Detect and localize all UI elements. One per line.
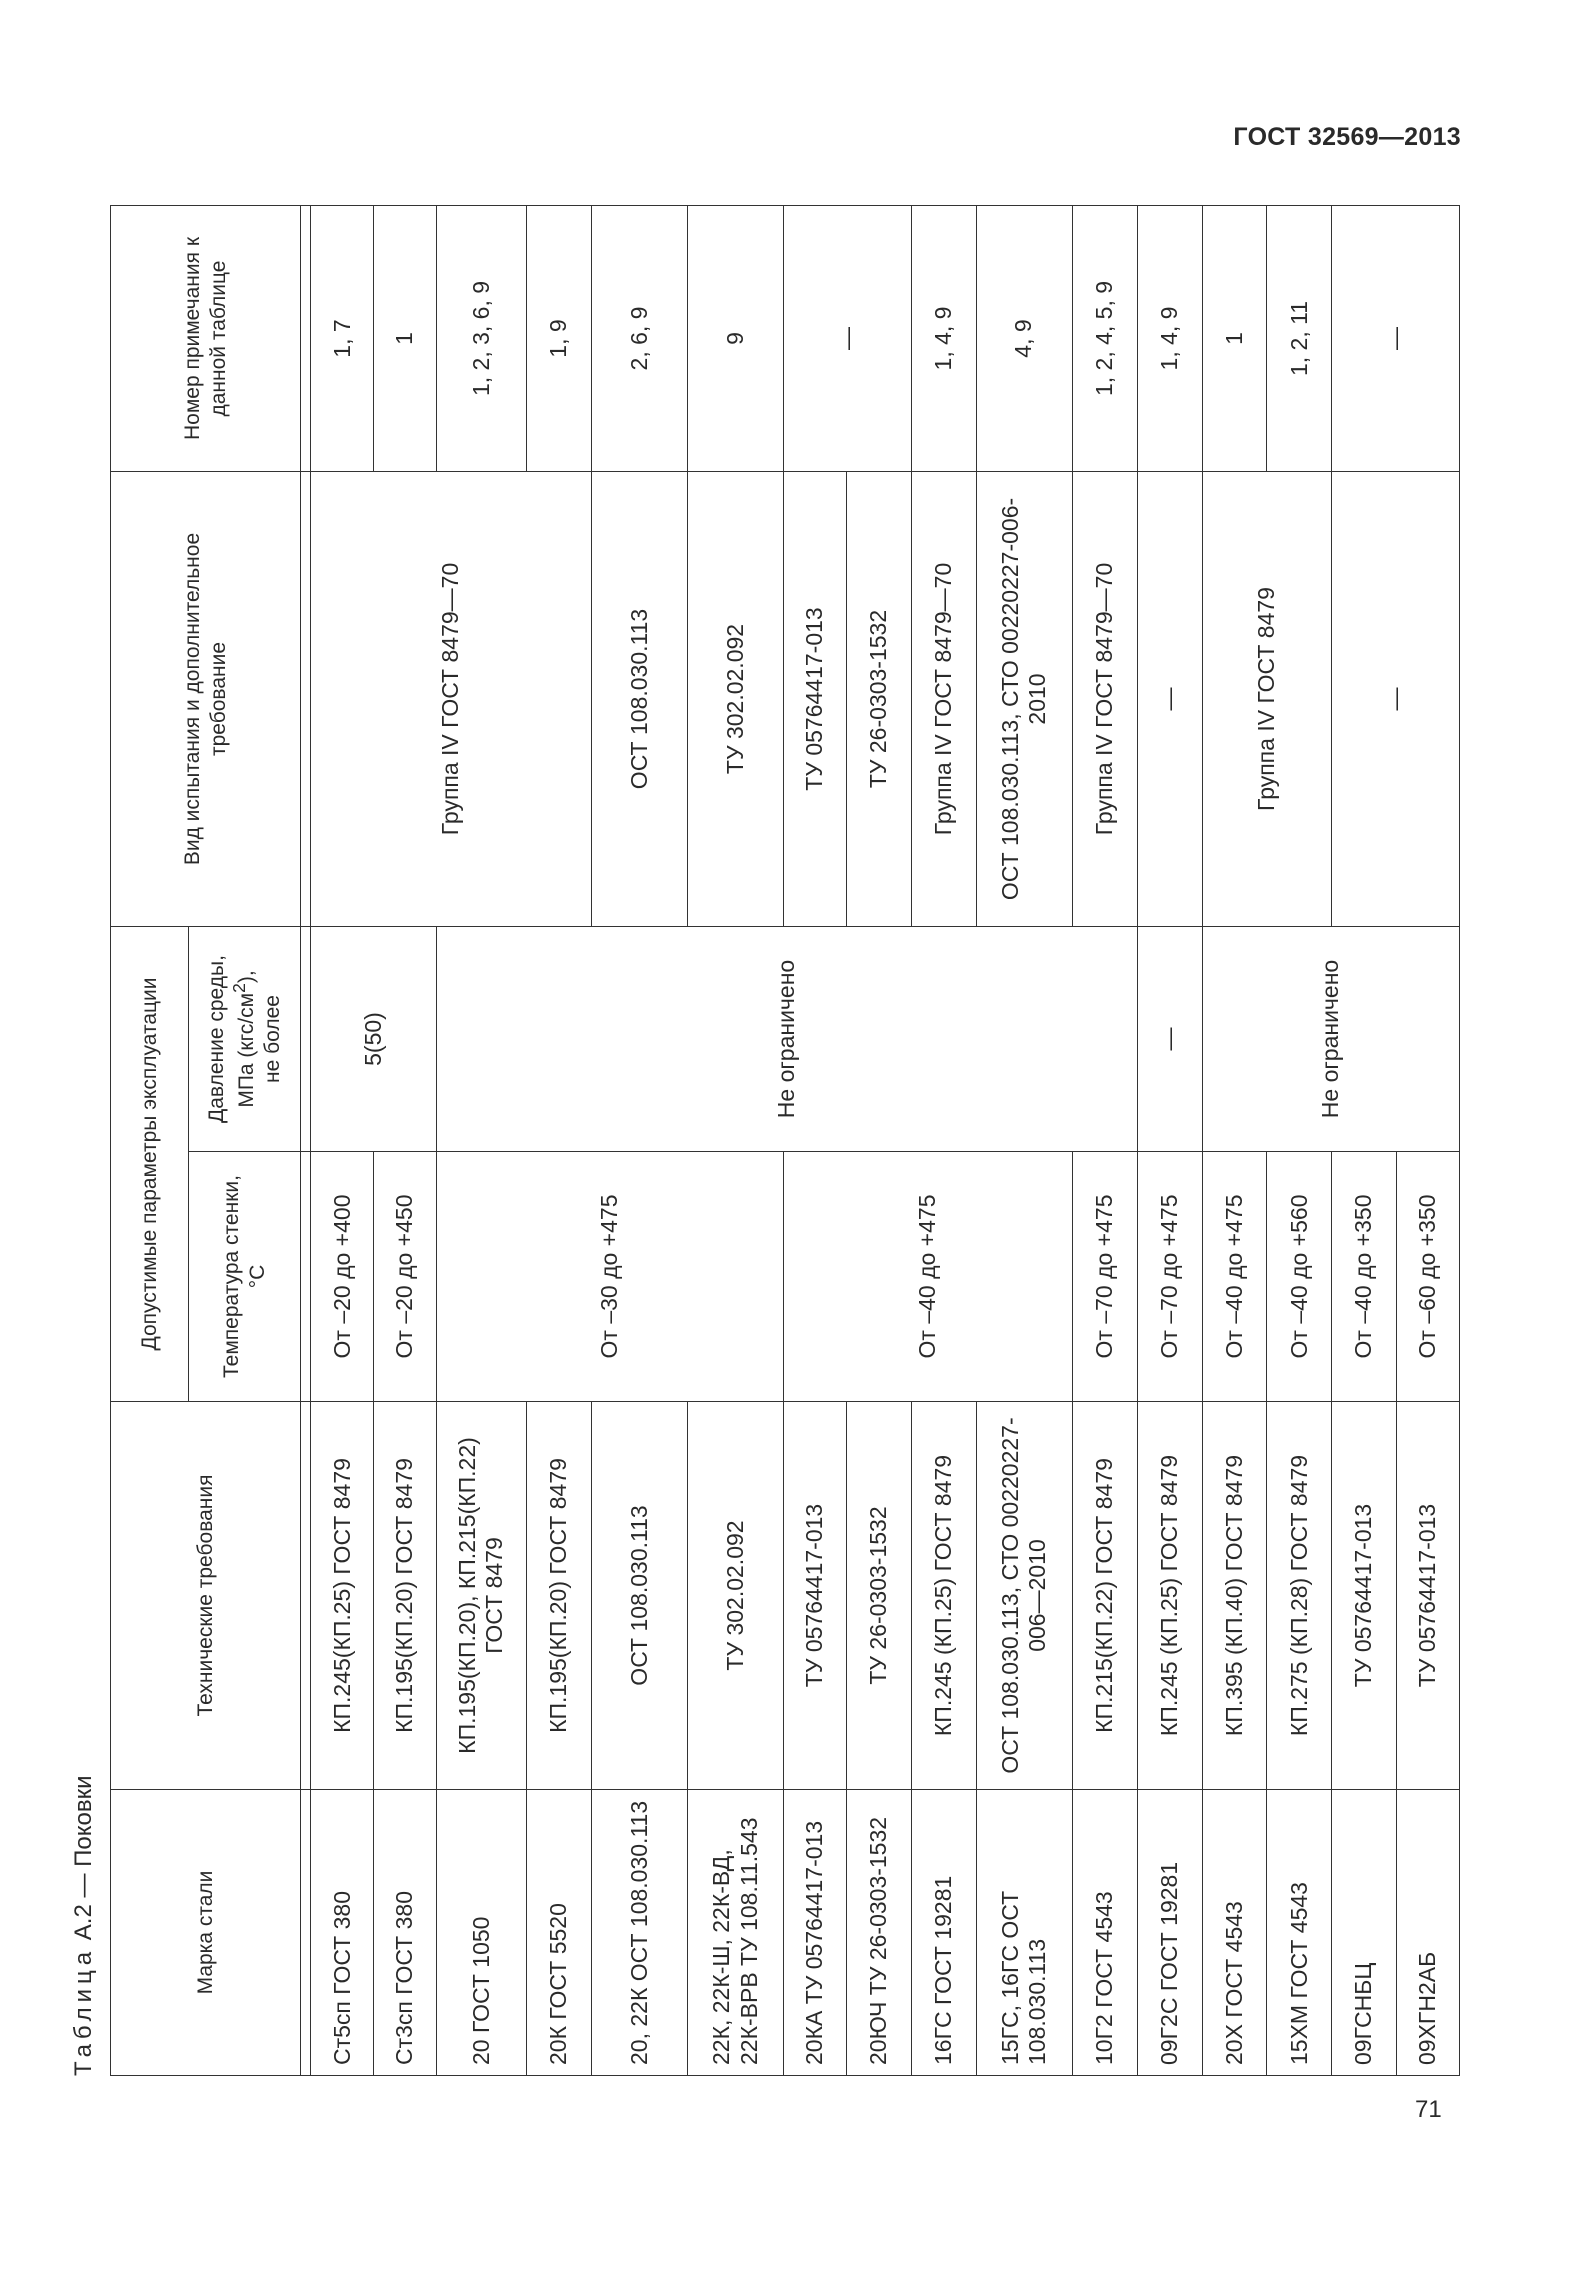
forgings-table <box>110 205 1460 2076</box>
cell-temperature: От –20 до +400 <box>311 1152 374 1402</box>
cell-note: 9 <box>687 206 783 472</box>
cell-steel: 20ЮЧ ТУ 26-0303-1532 <box>846 1790 911 2076</box>
cell-steel: 20, 22К ОСТ 108.030.113 <box>591 1790 687 2076</box>
cell-note: 1 <box>1202 206 1267 472</box>
cell-requirements: ТУ 302.02.092 <box>687 1402 783 1790</box>
cell-pressure: 5(50) <box>311 927 437 1152</box>
cell-temperature: От –20 до +450 <box>374 1152 437 1402</box>
cell-pressure: — <box>1137 927 1202 1152</box>
page-number: 71 <box>1415 2096 1442 2123</box>
cell-requirements: КП.245 (КП.25) ГОСТ 8479 <box>911 1402 976 1790</box>
cell-test: ОСТ 108.030.113 <box>591 472 687 927</box>
cell-note: 1, 2, 4, 5, 9 <box>1072 206 1137 472</box>
cell-steel: 09Г2С ГОСТ 19281 <box>1137 1790 1202 2076</box>
cell-note: 1, 2, 11 <box>1267 206 1332 472</box>
cell-test: ТУ 05764417-013 <box>784 472 847 927</box>
cell-note: 1, 2, 3, 6, 9 <box>436 206 526 472</box>
cell-temperature: От –70 до +475 <box>1137 1152 1202 1402</box>
cell-steel: Ст5сп ГОСТ 380 <box>311 1790 374 2076</box>
cell-temperature: От –70 до +475 <box>1072 1152 1137 1402</box>
cell-temperature: От –40 до +560 <box>1267 1152 1332 1402</box>
rotated-table-block <box>70 206 1460 2076</box>
cell-steel: 15ХМ ГОСТ 4543 <box>1267 1790 1332 2076</box>
cell-requirements: КП.195(КП.20) ГОСТ 8479 <box>374 1402 437 1790</box>
header-params-group: Допустимые параметры эксплуатации <box>111 927 189 1402</box>
cell-requirements: КП.395 (КП.40) ГОСТ 8479 <box>1202 1402 1267 1790</box>
cell-requirements: ТУ 05764417-013 <box>784 1402 847 1790</box>
cell-requirements: КП.215(КП.22) ГОСТ 8479 <box>1072 1402 1137 1790</box>
cell-temperature: От –30 до +475 <box>436 1152 783 1402</box>
cell-test: Группа IV ГОСТ 8479—70 <box>311 472 591 927</box>
cell-note: 1, 4, 9 <box>911 206 976 472</box>
table-cell <box>301 1152 311 1402</box>
cell-test: ТУ 302.02.092 <box>687 472 783 927</box>
table-caption <box>70 1775 102 2076</box>
cell-requirements: ОСТ 108.030.113 <box>591 1402 687 1790</box>
cell-temperature: От –40 до +475 <box>1202 1152 1267 1402</box>
header-steel: Марка стали <box>111 1790 301 2076</box>
table-cell <box>301 1402 311 1790</box>
cell-steel: 20К ГОСТ 5520 <box>526 1790 591 2076</box>
document-code: ГОСТ 32569—2013 <box>1233 123 1461 151</box>
header-requirements: Технические требования <box>111 1402 301 1790</box>
cell-note: 1, 9 <box>526 206 591 472</box>
cell-test: — <box>1332 472 1460 927</box>
cell-requirements: КП.275 (КП.28) ГОСТ 8479 <box>1267 1402 1332 1790</box>
cell-temperature: От –60 до +350 <box>1397 1152 1460 1402</box>
table-cell <box>301 472 311 927</box>
cell-requirements: ТУ 05764417-013 <box>1397 1402 1460 1790</box>
cell-note: 2, 6, 9 <box>591 206 687 472</box>
cell-requirements: ОСТ 108.030.113, СТО 00220227-006—2010 <box>976 1402 1072 1790</box>
cell-steel: 16ГС ГОСТ 19281 <box>911 1790 976 2076</box>
cell-steel: 22К, 22К-Ш, 22К-ВД, 22К-ВРВ ТУ 108.11.543 <box>687 1790 783 2076</box>
header-pressure: Давление среды, МПа $(кгс/см^2)$, не более <box>189 927 301 1152</box>
cell-pressure: Не ограничено <box>436 927 1137 1152</box>
header-separator-row <box>301 206 311 2076</box>
cell-steel: 09ГСНБЦ <box>1332 1790 1397 2076</box>
header-test: Вид испытания и дополнительное требование <box>111 472 301 927</box>
cell-temperature: От –40 до +475 <box>784 1152 1073 1402</box>
cell-note: 1 <box>374 206 437 472</box>
cell-note: — <box>784 206 912 472</box>
cell-test: ТУ 26-0303-1532 <box>846 472 911 927</box>
header-note: Номер примечания к данной таблице <box>111 206 301 472</box>
cell-note: 4, 9 <box>976 206 1072 472</box>
cell-note: 1, 7 <box>311 206 374 472</box>
cell-requirements: КП.195(КП.20), КП.215(КП.22) ГОСТ 8479 <box>436 1402 526 1790</box>
cell-test: — <box>1137 472 1202 927</box>
table-row <box>311 206 374 2076</box>
cell-pressure: Не ограничено <box>1202 927 1459 1152</box>
cell-temperature: От –40 до +350 <box>1332 1152 1397 1402</box>
cell-note: 1, 4, 9 <box>1137 206 1202 472</box>
cell-steel: Ст3сп ГОСТ 380 <box>374 1790 437 2076</box>
cell-steel: 10Г2 ГОСТ 4543 <box>1072 1790 1137 2076</box>
cell-requirements: КП.195(КП.20) ГОСТ 8479 <box>526 1402 591 1790</box>
table-cell <box>301 927 311 1152</box>
cell-steel: 15ГС, 16ГС ОСТ 108.030.113 <box>976 1790 1072 2076</box>
caption-title: А.2 — Поковки <box>70 1775 97 1941</box>
table-row <box>1137 206 1202 2076</box>
table-row <box>1202 206 1267 2076</box>
cell-steel: 20КА ТУ 05764417-013 <box>784 1790 847 2076</box>
header-temperature: Температура стенки, °С <box>189 1152 301 1402</box>
cell-steel: 09ХГН2АБ <box>1397 1790 1460 2076</box>
table-cell <box>301 1790 311 2076</box>
cell-test: Группа IV ГОСТ 8479—70 <box>911 472 976 927</box>
cell-test: Группа IV ГОСТ 8479 <box>1202 472 1332 927</box>
caption-label: Таблица <box>70 1946 97 2076</box>
cell-steel: 20Х ГОСТ 4543 <box>1202 1790 1267 2076</box>
cell-test: ОСТ 108.030.113, СТО 00220227-006-2010 <box>976 472 1072 927</box>
cell-requirements: ТУ 05764417-013 <box>1332 1402 1397 1790</box>
cell-test: Группа IV ГОСТ 8479—70 <box>1072 472 1137 927</box>
cell-requirements: КП.245(КП.25) ГОСТ 8479 <box>311 1402 374 1790</box>
table-cell <box>301 206 311 472</box>
cell-requirements: ТУ 26-0303-1532 <box>846 1402 911 1790</box>
cell-requirements: КП.245 (КП.25) ГОСТ 8479 <box>1137 1402 1202 1790</box>
cell-note: — <box>1332 206 1460 472</box>
cell-steel: 20 ГОСТ 1050 <box>436 1790 526 2076</box>
